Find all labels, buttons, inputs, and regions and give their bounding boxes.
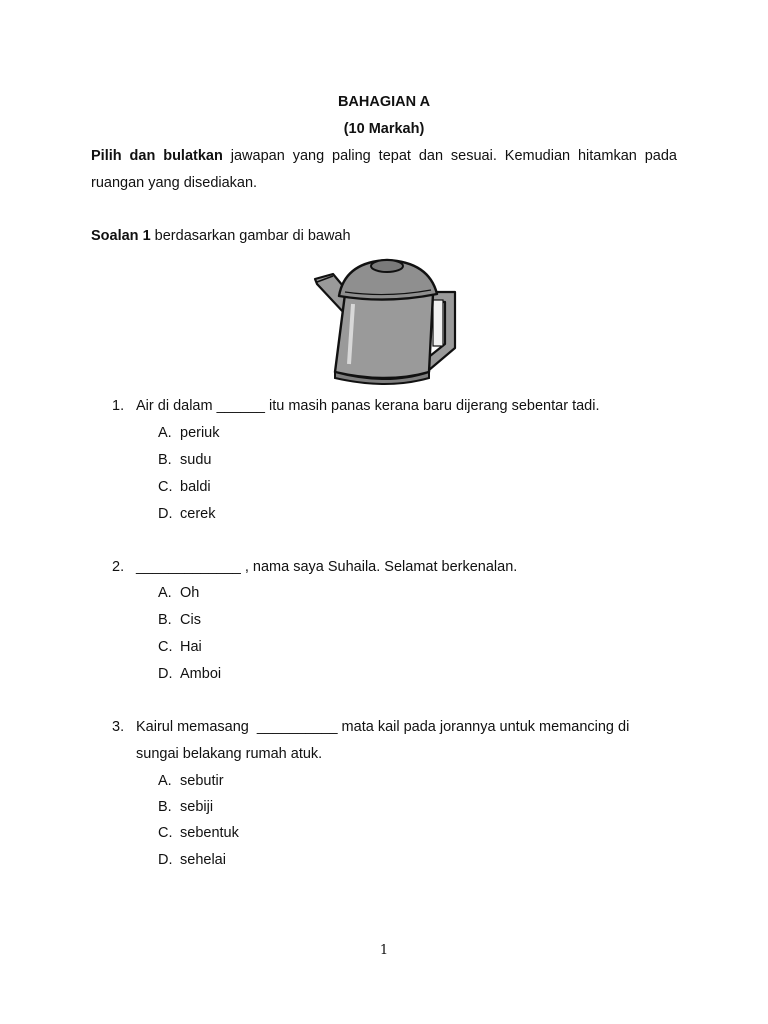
option-letter: D. [158,666,173,682]
option-text: sehelai [180,852,226,868]
option-letter: B. [158,452,172,468]
option-a[interactable] [158,585,199,601]
option-text: Oh [180,585,200,601]
option-text: sebutir [180,773,224,789]
question-lead [91,228,351,244]
question-stem-line-1: Kairul memasang __________ mata kail pada jorannya untuk memancing di [136,719,630,735]
option-text: Cis [180,612,201,628]
option-c[interactable] [158,825,239,841]
option-letter: B. [158,612,172,628]
option-c[interactable] [158,639,202,655]
option-b[interactable] [158,799,213,815]
page-number: 1 [379,943,389,958]
option-text: sebentuk [180,825,239,841]
instructions-bold: Pilih dan bulatkan [91,148,223,164]
instructions-line-1 [91,143,677,170]
option-text: periuk [180,425,220,441]
section-title: BAHAGIAN A [337,94,431,110]
question-stem-line-2: sungai belakang rumah atuk. [136,746,323,762]
option-text: baldi [180,479,211,495]
instructions-line-2: ruangan yang disediakan. [91,175,258,191]
option-c[interactable] [158,479,211,495]
question-number: 2. [112,559,125,575]
option-d[interactable] [158,666,221,682]
question-lead-text: berdasarkan gambar di bawah [154,228,351,244]
option-letter: A. [158,425,172,441]
option-letter: B. [158,799,172,815]
option-b[interactable] [158,612,201,628]
section-marks: (10 Markah) [343,121,425,137]
instructions-line-1-text: jawapan yang paling tepat dan sesuai. Kemudian hitamkan pada [230,148,677,164]
option-letter: A. [158,773,172,789]
question-number: 3. [112,719,125,735]
option-letter: C. [158,639,173,655]
option-letter: A. [158,585,172,601]
option-text: sebiji [180,799,214,815]
instructions [91,143,677,197]
question-lead-bold: Soalan 1 [91,228,151,244]
option-a[interactable] [158,773,224,789]
option-letter: C. [158,479,173,495]
option-letter: C. [158,825,173,841]
option-text: sudu [180,452,212,468]
option-text: Hai [180,639,202,655]
question-number: 1. [112,398,125,414]
option-letter: D. [158,852,173,868]
option-d[interactable] [158,506,215,522]
kettle-illustration [305,252,467,392]
option-text: cerek [180,506,216,522]
option-b[interactable] [158,452,211,468]
question-stem: _____________ , nama saya Suhaila. Selamat berkenalan. [136,559,518,575]
option-d[interactable] [158,852,226,868]
option-text: Amboi [180,666,222,682]
option-a[interactable] [158,425,220,441]
option-letter: D. [158,506,173,522]
question-stem: Air di dalam ______ itu masih panas kerana baru dijerang sebentar tadi. [136,398,600,414]
